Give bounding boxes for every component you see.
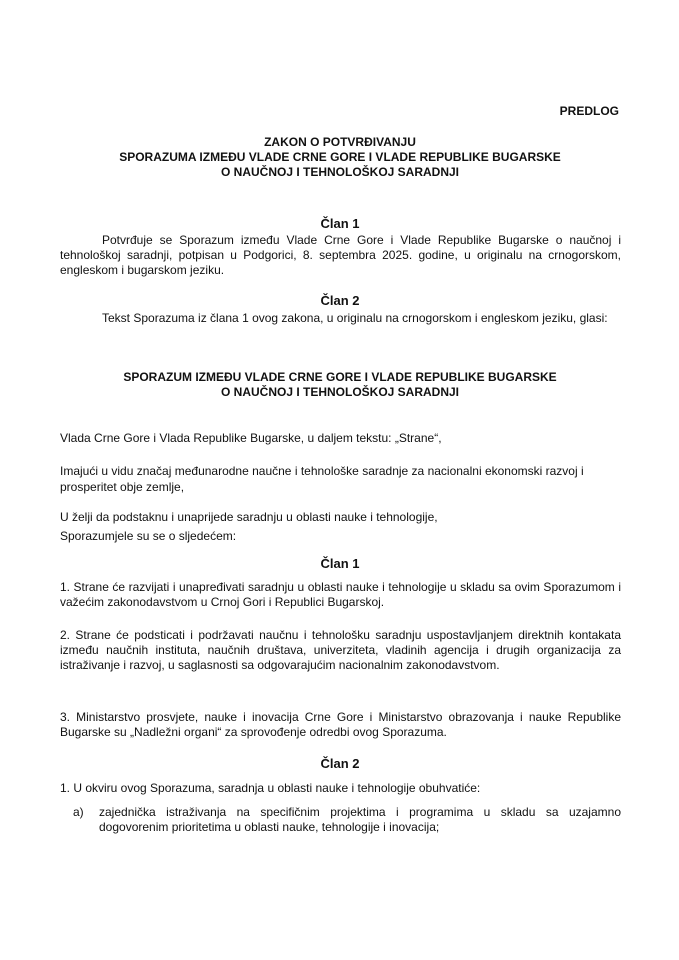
law-title-line: O NAUČNOJ I TEHNOLOŠKOJ SARADNJI [220, 165, 460, 179]
agreement-article-2-heading: Član 2 [320, 756, 360, 771]
preamble-desire: U želji da podstaknu i unaprijede saradnju u oblasti nauke i tehnologije, [60, 510, 438, 524]
agreement-title [60, 370, 620, 400]
law-title-line: SPORAZUMA IZMEĐU VLADE CRNE GORE I VLADE REPUBLIKE BUGARSKE [119, 150, 561, 164]
law-article-2-text: Tekst Sporazuma iz člana 1 ovog zakona, u originalu na crnogorskom i engleskom jeziku, glasi: [102, 311, 608, 325]
article-2-intro: 1. U okviru ovog Sporazuma, saradnja u oblasti nauke i tehnologije obuhvatiće: [60, 781, 481, 795]
agreement-title-line: SPORAZUM IZMEĐU VLADE CRNE GORE I VLADE REPUBLIKE BUGARSKE [123, 370, 557, 384]
article-1-paragraph-1: 1. Strane će razvijati i unapređivati saradnju u oblasti nauke i tehnologije u skladu sa ovim Sporazumom i važećim zakonodavstvom u Crnoj Gori i Republici Bugarskoj. [60, 580, 621, 609]
agreement-title-line: O NAUČNOJ I TEHNOLOŠKOJ SARADNJI [220, 385, 460, 399]
list-item-label: a) [73, 805, 84, 819]
article-1-paragraph-3: 3. Ministarstvo prosvjete, nauke i inovacija Crne Gore i Ministarstvo obrazovanja i nauke Republike Bugarske su „Nadležni organi“ za sprovođenje odredbi ovog Sporazuma. [60, 710, 621, 739]
law-article-1-text: Potvrđuje se Sporazum između Vlade Crne Gore i Vlade Republike Bugarske o naučnoj i tehnološkoj saradnji, potpisan u Podgorici, 8. septembra 2025. godine, u originalu na crnogorskom, engleskom i bugarskom jeziku. [60, 233, 621, 277]
law-title [60, 135, 620, 180]
law-article-1-heading: Član 1 [320, 216, 360, 231]
list-item [73, 805, 621, 835]
preamble-considering: Imajući u vidu značaj međunarodne naučne i tehnološke saradnje za nacionalni ekonomski razvoj i prosperitet obje zemlje, [60, 464, 584, 494]
law-title-line: ZAKON O POTVRĐIVANJU [264, 135, 416, 149]
article-1-paragraph-2: 2. Strane će podsticati i podržavati naučnu i tehnološku saradnju uspostavljanjem direktnih kontakata između naučnih instituta, naučnih društava, univerziteta, vladinih agencija i drugih organizacija za istraživanje i razvoj, u saglasnosti sa odgovarajućim nacionalnim zakonodavstvom. [60, 628, 621, 672]
list-item-text: zajednička istraživanja na specifičnim projektima i programima u skladu sa uzajamno dogovorenim prioritetima u oblasti nauke, tehnologije i inovacija; [99, 805, 621, 834]
predlog-label: PREDLOG [559, 104, 619, 118]
law-article-2-heading: Član 2 [320, 293, 360, 308]
agreement-article-1-heading: Član 1 [320, 556, 360, 571]
preamble-agreed: Sporazumjele su se o sljedećem: [60, 529, 237, 543]
preamble-parties: Vlada Crne Gore i Vlada Republike Bugarske, u daljem tekstu: „Strane“, [60, 431, 442, 445]
